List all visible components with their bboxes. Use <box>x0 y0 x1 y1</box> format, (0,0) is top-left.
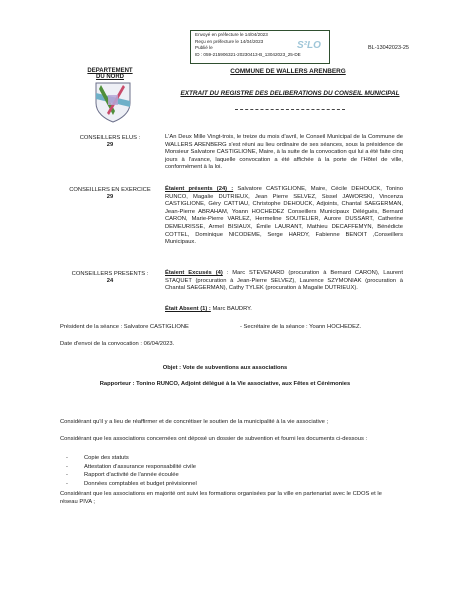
stamp-line: ID : 059-215906321-20230413-B_13042023_25-DE <box>195 51 301 57</box>
stamp-line: Envoyé en préfecture le 14/04/2023 <box>195 32 268 37</box>
exercice-count: 29 <box>106 194 114 201</box>
rapporteur-line: Rapporteur : Tonino RUNCO, Adjoint délégué à la Vie associative, aux Fêtes et Cérémonies <box>99 381 351 387</box>
convocation-date: Date d'envoi de la convocation : 06/04/2023. <box>60 341 175 347</box>
elus-count: 29 <box>106 142 114 149</box>
exercice-label-block <box>65 187 155 202</box>
absent-name: Marc BAUDRY. <box>212 306 252 312</box>
department-heading: DEPARTEMENT DU NORD <box>87 68 133 81</box>
elus-label: CONSEILLERS ELUS : <box>79 135 141 141</box>
consideration-2: Considérant que les associations concernées ont déposé un dossier de subvention et fourni les documents ci-dessous : <box>60 436 368 442</box>
list-item: - Données comptables et budget prévisionnel <box>60 480 360 489</box>
title-divider <box>235 109 345 110</box>
deliberation-reference: BL-13042023-25 <box>368 45 409 51</box>
presents-heading: Étaient présents (24) : <box>165 186 234 192</box>
excuses-heading: Étaient Excusés (4) <box>165 270 223 276</box>
presents-list: Salvatore CASTIGLIONE, Maire, Cécile DEHOUCK, Tonino RUNCO, Magalie DUTRIEUX, Jean Pierre SELVEZ, Sissel JAWORSKI, Vincenza CASTIGLIONE, Géry CATTIAU, Christophe DEHOUCK, Adjoints, Chantal SAEGERMAN, Jean-Pierre ABRAHAM, Yoann HOCHEDEZ Conseillers Municipaux Délégués, Bernard CARON, Marie-Pierre VARLEZ, Hermeline SOUTELIER, Aurore DUSSART, Catherine DEMEURISSE, Armel BISIAUX, Émile LAURANT, Mathieu DECAFFEMYN, Bénédicte COTTEL, Dominique NICODEME, Serge HARDY, Fabienne BENOIT ,Conseillers Municipaux. <box>165 186 403 246</box>
excuses-paragraph <box>165 270 403 293</box>
presents-label: CONSEILLERS PRESENTS : <box>71 271 149 277</box>
list-item: - Copie des statuts <box>60 454 360 463</box>
subject-line: Objet : Vote de subventions aux associations <box>162 365 288 371</box>
absent-heading: Était Absent (1) : <box>165 306 211 312</box>
secretary-line: - Secrétaire de la séance : Yoann HOCHEDEZ. <box>240 324 362 330</box>
s2lo-logo: S²LO <box>297 40 321 51</box>
list-item: - Attestation d'assurance responsabilité civile <box>60 463 360 472</box>
stamp-line: Publié le <box>195 45 213 51</box>
absent-line <box>165 306 252 314</box>
elus-label-block <box>65 135 155 150</box>
president-line: Président de la séance : Salvatore CASTIGLIONE <box>60 324 189 330</box>
excuses-list: : Marc STEVENARD (procuration à Bernard CARON), Laurent STAQUET (procuration à Jean-Pierre SELVEZ), Laurence SZYMONIAK (procuration à Chantal SAEGERMAN), Cathy TYLEK (procuration à Magalie DUTRIEUX). <box>165 270 403 292</box>
list-item: - Rapport d'activité de l'année écoulée <box>60 471 360 480</box>
stamp-line: Reçu en préfecture le 14/04/2023 <box>195 38 264 44</box>
required-documents-list <box>60 454 360 488</box>
consideration-3: Considérant que les associations en majorité ont suivi les formations organisées par la ville en partenariat avec le CDOS et le réseau PIVA ; <box>60 491 382 505</box>
consideration-1: Considérant qu'il y a lieu de réaffirmer et de concrétiser le soutien de la municipalité à la vie associative ; <box>60 419 329 425</box>
presents-paragraph <box>165 186 403 247</box>
commune-heading: COMMUNE DE WALLERS ARENBERG <box>230 68 346 75</box>
municipal-crest-icon <box>93 81 133 123</box>
presents-label-block <box>65 271 155 286</box>
extract-title: EXTRAIT DU REGISTRE DES DELIBERATIONS DU CONSEIL MUNICIPAL <box>180 90 400 97</box>
presents-count: 24 <box>106 278 114 285</box>
exercice-label: CONSEILLERS EN EXERCICE <box>69 187 151 193</box>
session-intro: L'An Deux Mille Vingt-trois, le treize du mois d'avril, le Conseil Municipal de la Commune de WALLERS ARENBERG s'est réuni au lieu ordinaire de ses séances, sous la présidence de Monsieur Salvatore CASTIGLIONE, Maire, à la suite de la convocation qui lui a été faite cinq jours à l'avance, laquelle convocation a été affichée à la porte de l'Hôtel de ville, conformément à la loi. <box>165 134 403 171</box>
